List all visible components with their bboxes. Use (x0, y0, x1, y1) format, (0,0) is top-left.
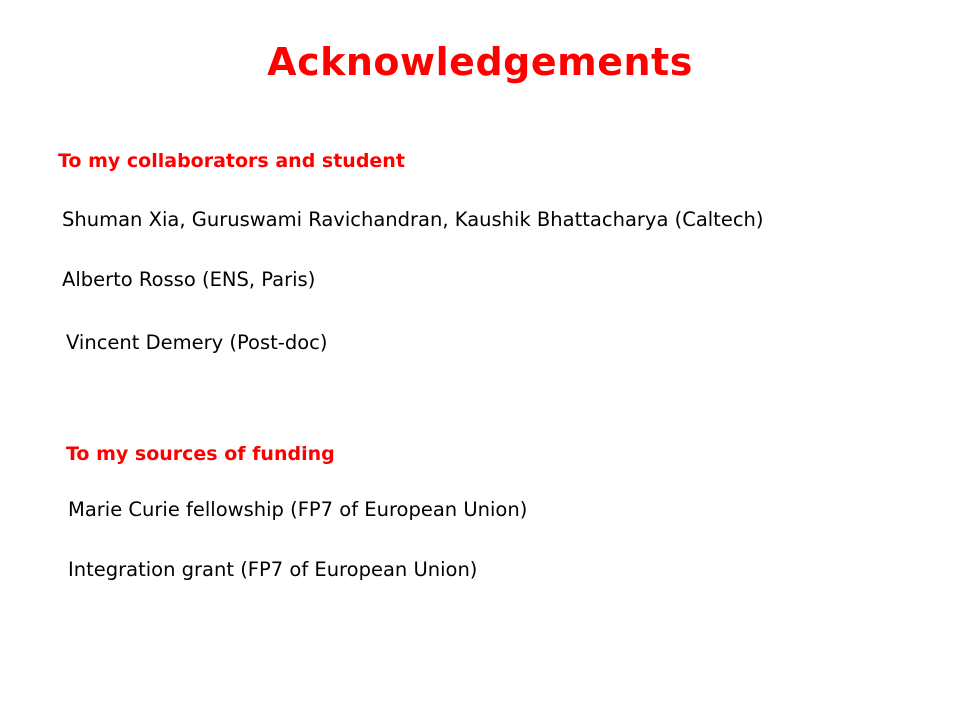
funding-line-integration-grant: Integration grant (FP7 of European Union) (68, 558, 478, 581)
section-heading-collaborators: To my collaborators and student (58, 150, 405, 172)
slide-title: Acknowledgements (267, 40, 693, 84)
section-heading-funding: To my sources of funding (66, 443, 335, 465)
funding-line-marie-curie: Marie Curie fellowship (FP7 of European Union) (68, 498, 528, 521)
collaborator-line-ens: Alberto Rosso (ENS, Paris) (62, 268, 316, 291)
student-line-postdoc: Vincent Demery (Post-doc) (66, 331, 328, 354)
collaborator-line-caltech: Shuman Xia, Guruswami Ravichandran, Kaushik Bhattacharya (Caltech) (62, 208, 764, 231)
